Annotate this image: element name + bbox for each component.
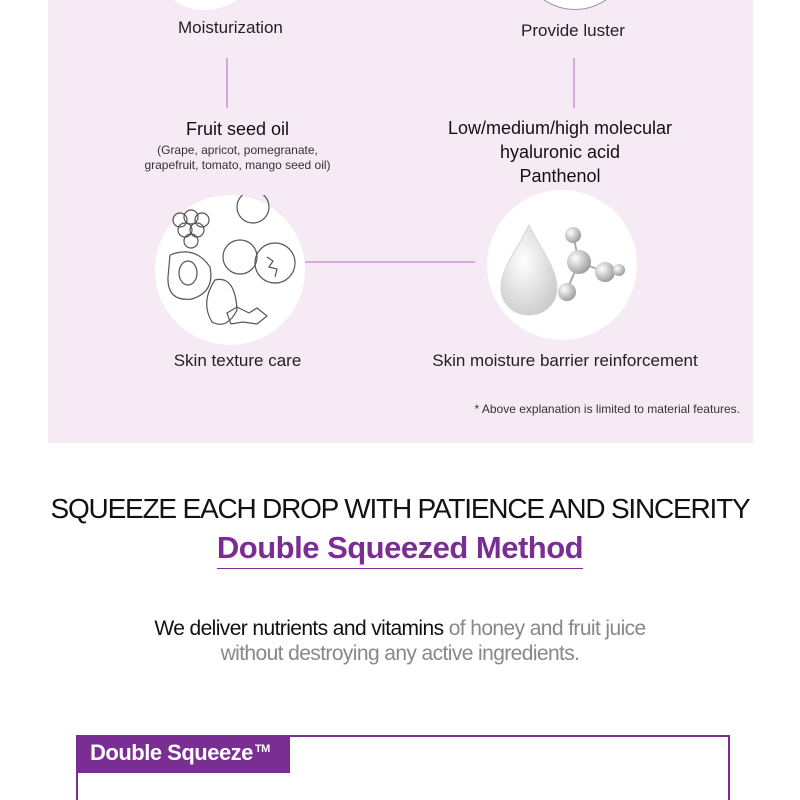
method-desc-line-2: without destroying any active ingredients. xyxy=(220,642,580,665)
fruit-sketch-icon xyxy=(155,195,305,345)
method-title xyxy=(0,530,800,566)
skin-texture-label: Skin texture care xyxy=(173,351,302,370)
hyaluronic-illustration xyxy=(487,190,637,340)
ha-line-1: Low/medium/high molecular xyxy=(447,118,673,138)
connector-horizontal xyxy=(305,261,475,263)
connector-right xyxy=(573,58,575,108)
method-desc-line-1 xyxy=(0,617,800,641)
droplet-molecule-icon xyxy=(487,190,637,340)
fruit-seed-oil-title: Fruit seed oil xyxy=(185,119,290,139)
moisture-barrier-label: Skin moisture barrier reinforcement xyxy=(432,351,698,370)
fruit-seed-oil-sub-1: (Grape, apricot, pomegranate, xyxy=(157,143,318,157)
connector-left xyxy=(226,58,228,108)
ha-line-2: hyaluronic acid xyxy=(499,142,621,162)
trademark-mark: TM xyxy=(254,743,270,755)
luster-label: Provide luster xyxy=(521,21,625,40)
benefits-panel xyxy=(48,0,753,443)
double-squeeze-label: Double Squeeze xyxy=(90,740,253,765)
method-desc-bold: We deliver nutrients and vitamins xyxy=(154,617,444,640)
moisturization-label: Moisturization xyxy=(178,18,283,37)
method-desc-rest: of honey and fruit juice xyxy=(443,617,646,640)
fruit-illustration xyxy=(155,195,305,345)
double-squeeze-tab xyxy=(76,735,290,773)
method-headline: SQUEEZE EACH DROP WITH PATIENCE AND SINCERITY xyxy=(50,493,750,524)
method-title-text: Double Squeezed Method xyxy=(217,530,583,569)
ha-line-3: Panthenol xyxy=(519,166,601,186)
disclaimer-note: * Above explanation is limited to material features. xyxy=(474,402,740,416)
fruit-seed-oil-sub-2: grapefruit, tomato, mango seed oil) xyxy=(144,158,331,172)
